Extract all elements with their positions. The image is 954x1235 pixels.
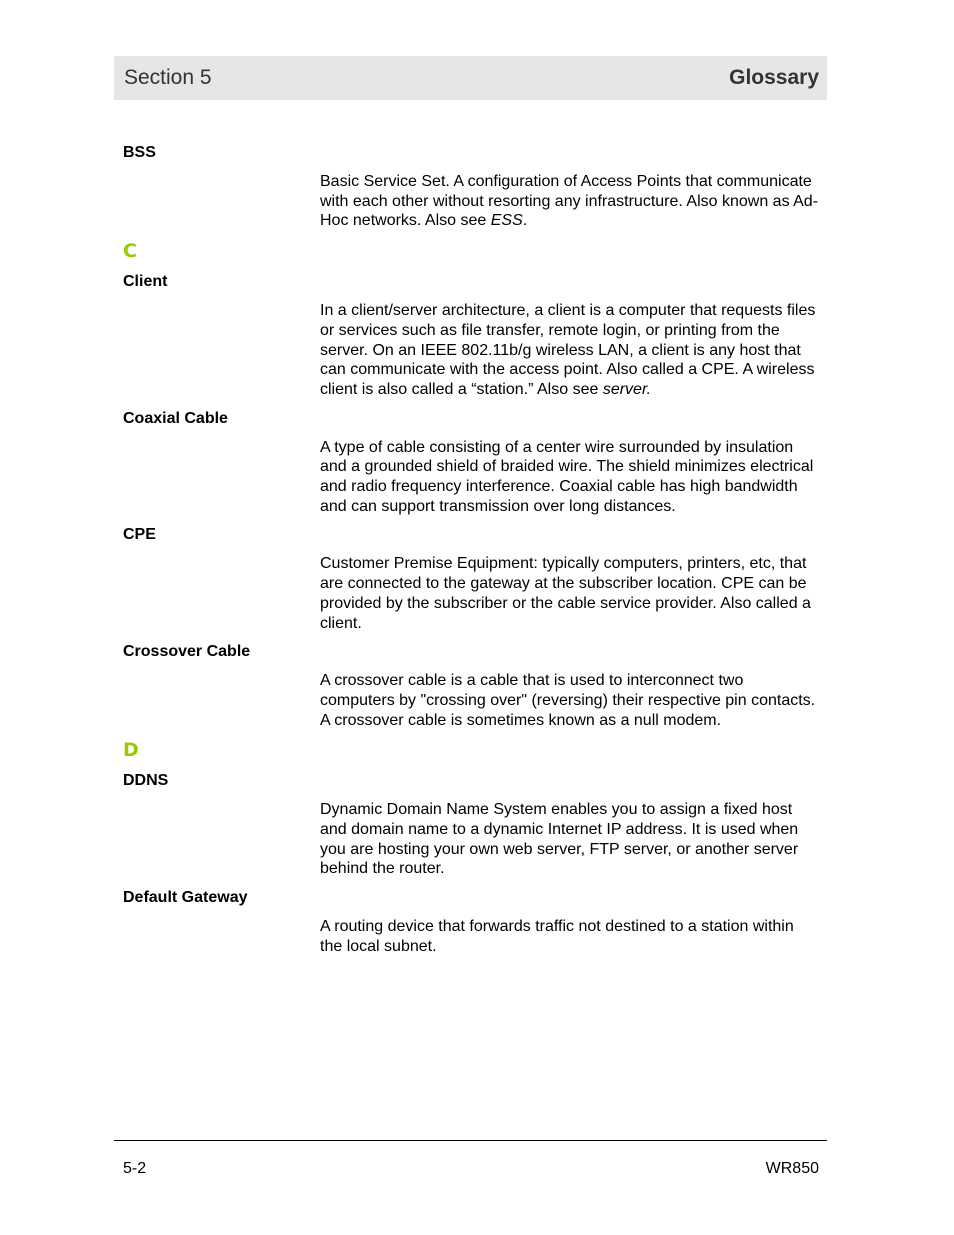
see-also-ess: ESS [490,212,523,230]
term-default-gateway: Default Gateway [123,889,248,907]
page-number: 5-2 [123,1160,147,1177]
definition-bss-suffix: . [522,212,528,230]
term-cpe: CPE [123,526,156,544]
section-label: Section 5 [124,66,212,89]
definition-crossover-cable: A crossover cable is a cable that is used to interconnect two computers by "crossing over" (reversing) their respective pin contacts. A crossover cable is sometimes known as a null modem. [320,672,816,729]
definition-bss-text: Basic Service Set. A configuration of Access Points that communicate with each other without resorting any infrastructure. Also known as Ad-Hoc networks. Also see [320,173,819,230]
term-client: Client [123,273,168,291]
footer-divider [114,1140,827,1141]
page-header [114,56,827,100]
term-bss: BSS [123,144,156,161]
term-ddns: DDNS [123,772,169,790]
definition-ddns: Dynamic Domain Name System enables you to assign a fixed host and domain name to a dynamic Internet IP address. It is used when you are hosting your own web server, FTP server, or another server behind the router. [320,801,799,878]
term-coaxial-cable: Coaxial Cable [123,409,228,427]
definition-default-gateway: A routing device that forwards traffic not destined to a station within the local subnet. [320,918,794,955]
model-number: WR850 [765,1160,819,1177]
page-title: Glossary [729,66,819,89]
letter-heading-c: C [123,240,137,263]
term-crossover-cable: Crossover Cable [123,643,251,661]
definition-client-text: In a client/server architecture, a client is a computer that requests files or services such as file transfer, remote login, or printing from the server. On an IEEE 802.11b/g wireless LAN, a client is any host that can communicate with the access point. Also called a CPE. A wireless client is also called a “station.” Also see [320,302,816,398]
glossary-entries [123,143,823,966]
definition-client [320,301,820,400]
definition-cpe: Customer Premise Equipment: typically computers, printers, etc, that are connected to the gateway at the subscriber location. CPE can be provided by the subscriber or the cable service provider. Also called a client. [320,555,811,632]
definition-bss [320,172,820,231]
letter-heading-d: D [123,739,139,762]
definition-coaxial-cable: A type of cable consisting of a center wire surrounded by insulation and a grounded shield of braided wire. The shield minimizes electrical and radio frequency interference. Coaxial cable has high bandwidth and can support transmission over long distances. [320,438,814,515]
see-also-server: server. [602,380,652,398]
